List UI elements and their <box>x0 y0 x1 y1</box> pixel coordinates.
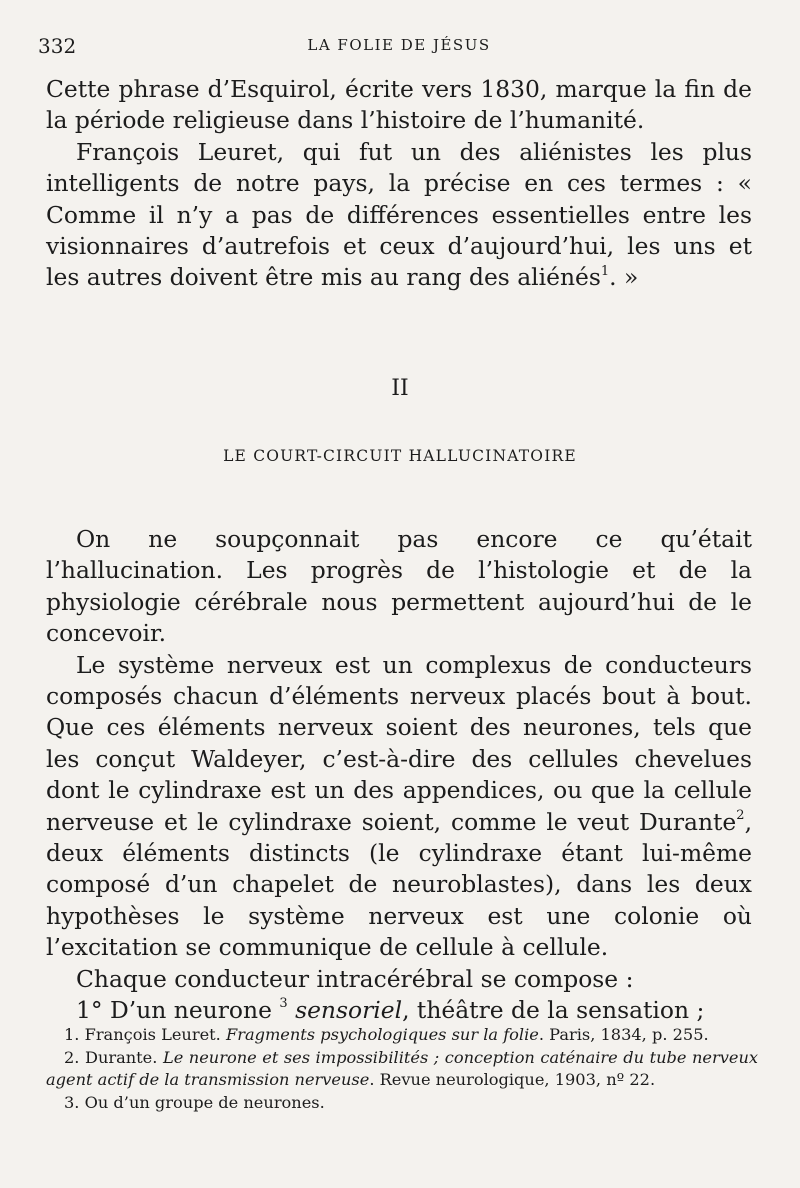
footnote <box>46 1047 758 1092</box>
paragraph-text: 1° D’un neurone <box>76 996 272 1025</box>
footnote-ref: 2 <box>736 807 745 823</box>
section-title: LE COURT-CIRCUIT HALLUCINATOIRE <box>223 447 577 465</box>
footnotes <box>46 1024 758 1114</box>
footnote-ref: 1 <box>600 263 610 279</box>
page-header <box>38 34 760 58</box>
footnote-text: 1. François Leuret. <box>64 1025 221 1044</box>
paragraph-text: François Leuret, qui fut un des aliénistes les plus intelligents de notre pays, la précise en ces termes : « Comme il n’y a pas de différences essentielles entre les visionnaires d’autrefois et ceux d’aujourd’hui, les uns et les autres doivent être mis au rang des aliénés <box>46 137 752 292</box>
footnote-title: Le neurone et ses impossibilités ; conception caténaire du tube nerveux agent actif de la transmission nerveuse <box>46 1047 758 1090</box>
paragraph <box>46 995 752 1026</box>
paragraph: Chaque conducteur intracérébral se compose : <box>76 964 634 993</box>
paragraph-text: Le système nerveux est un complexus de conducteurs composés chacun d’éléments nerveux placés bout à bout. Que ces éléments nerveux soient des neurones, tels que les conçut Waldeyer, c’est-à-dire des cellules chevelues dont le cylindraxe est un des appendices, ou que la cellule nerveuse et le cylindraxe soient, comme le veut Durante <box>46 650 752 836</box>
footnote-text: 2. Durante. <box>64 1047 158 1067</box>
text-block-intro <box>46 74 752 294</box>
footnote-title: Fragments psychologiques sur la folie <box>225 1025 539 1044</box>
page-number: 332 <box>38 34 77 58</box>
footnote-text: . Paris, 1834, p. 255. <box>538 1025 709 1044</box>
paragraph-text: , deux éléments distincts (le cylindraxe étant lui-même composé d’un chapelet de neuroblastes), dans les deux hypothèses le système nerveux est une colonie où l’excitation se communique de cellule à cellule. <box>46 807 752 962</box>
section-number: II <box>391 376 409 401</box>
paragraph <box>46 650 752 964</box>
paragraph: On ne soupçonnait pas encore ce qu’était l’hallucination. Les progrès de l’histologie et de la physiologie cérébrale nous permettent aujourd’hui de le concevoir. <box>46 525 752 648</box>
text-block-main <box>46 524 752 1027</box>
italic-term: sensoriel <box>295 996 403 1025</box>
paragraph-text: , théâtre de la sensation ; <box>402 996 705 1025</box>
footnote <box>46 1024 758 1047</box>
paragraph: Cette phrase d’Esquirol, écrite vers 1830, marque la fin de la période religieuse dans l’histoire de l’humanité. <box>46 75 752 135</box>
footnote-ref: 3 <box>279 996 288 1012</box>
paragraph-text: . » <box>609 263 639 292</box>
paragraph <box>46 137 752 294</box>
footnote-text: . Revue neurologique, 1903, nº 22. <box>369 1070 656 1090</box>
footnote: 3. Ou d’un groupe de neurones. <box>64 1092 325 1112</box>
running-title: LA FOLIE DE JÉSUS <box>307 36 491 54</box>
